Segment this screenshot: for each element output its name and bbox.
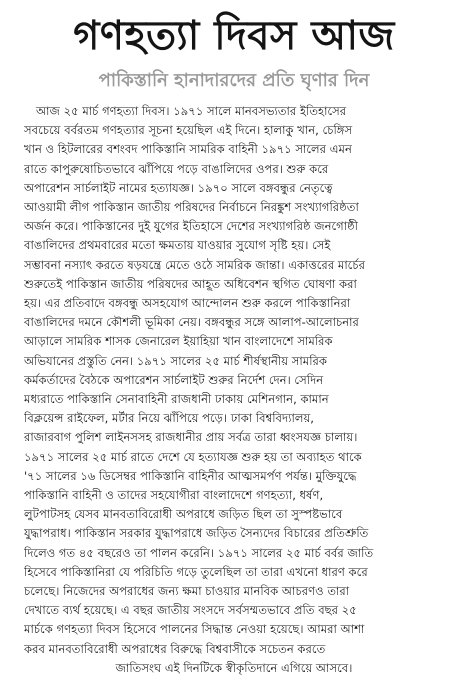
body-line: খান ও হিটলারের বশংবদ পাকিস্তানি সামরিক বাহিনী ১৯৭১ সালের এমন	[24, 142, 352, 157]
body-line: হিসেবে পাকিস্তানিরা যে পরিচিতি গড়ে তুলেছিল তা তারা এখনো ধারণ করে	[24, 564, 368, 579]
subheadline: পাকিস্তানি হানাদারদের প্রতি ঘৃণার দিন	[98, 70, 370, 91]
body-line: জাতিসংঘ এই দিনটিকে স্বীকৃতিদানে এগিয়ে আসবে।	[115, 660, 353, 675]
body-line: '৭১ সালের ১৬ ডিসেম্বর পাকিস্তানি বাহিনীর আত্মসমর্পণ পর্যন্ত। মুক্তিযুদ্ধে	[24, 468, 357, 483]
body-line: বাঙালিদের দমনে কৌশলী ভূমিকা নেয়। বঙ্গবন্ধুর সঙ্গে আলাপ-আলোচনার	[24, 315, 359, 330]
body-line: পাকিস্তানি বাহিনী ও তাদের সহযোগীরা বাংলাদেশে গণহত্যা, ধর্ষণ,	[24, 488, 324, 503]
body-line: রাতে কাপুরুষোচিতভাবে ঝাঁপিয়ে পড়ে বাঙালিদের ওপর। শুরু করে	[24, 161, 329, 176]
body-line: দেখাতে ব্যর্থ হয়েছে। এ বছর জাতীয় সংসদে সর্বসম্মতভাবে প্রতি বছর ২৫	[24, 603, 357, 618]
headline: গণহত্যা দিবস আজ	[73, 12, 395, 59]
body-line: অভিযানের প্রস্তুতি নেন। ১৯৭১ সালের ২৫ মার্চ শীর্ষস্থানীয় সামরিক	[24, 353, 328, 368]
body-line: শুরুতেই পাকিস্তান জাতীয় পরিষদের আহূত অধিবেশন স্থগিত ঘোষণা করা	[24, 276, 357, 291]
body-line: রাজারবাগ পুলিশ লাইনসসহ রাজধানীর প্রায় সর্বত্র তারা ধ্বংসযজ্ঞ চালায়।	[24, 430, 358, 445]
body-line: অর্জন করে। পাকিস্তানের দুই যুগের ইতিহাসে দেশের সংখ্যাগরিষ্ঠ জনগোষ্ঠী	[24, 219, 358, 234]
body-line: ১৯৭১ সালের ২৫ মার্চ রাতে দেশে যে হত্যাযজ্ঞ শুরু হয় তা অব্যাহত থাকে	[24, 449, 362, 464]
body-line: সবচেয়ে বর্বরতম গণহত্যার সূচনা হয়েছিল এই দিনে। হালাকু খান, চেঙ্গিস	[24, 123, 353, 138]
body-line: হয়। এর প্রতিবাদে বঙ্গবন্ধু অসহযোগ আন্দোলন শুরু করলে পাকিস্তানিরা	[24, 296, 351, 311]
body-line: বিক্লয়েন্স রাইফেল, মর্টার নিয়ে ঝাঁপিয়ে পড়ে। ঢাকা বিশ্ববিদ্যালয়,	[24, 411, 314, 426]
body-line: বাঙালিদের প্রথমবারের মতো ক্ষমতায় যাওয়ার সুযোগ সৃষ্টি হয়। সেই	[24, 238, 331, 253]
body-line: আওয়ামী লীগ পাকিস্তান জাতীয় পরিষদের নির্বাচনে নিরঙ্কুশ সংখ্যাগরিষ্ঠতা	[24, 200, 359, 215]
body-line: করব মানবতাবিরোধী অপরাধের বিরুদ্ধে বিশ্ববাসীকে সচেতন করতে	[24, 641, 326, 656]
body-line: লুটপাটসহ যেসব মানবতাবিরোধী অপরাধে জড়িত ছিল তা সুস্পষ্টভাবে	[24, 507, 343, 522]
body-line: মধ্যরাতে পাকিস্তানি সেনাবাহিনী রাজধানী ঢাকায় মেশিনগান, কামান	[24, 392, 329, 407]
body-line: কর্মকর্তাদের বৈঠকে অপারেশন সার্চলাইট শুরুর নির্দেশ দেন। সেদিন	[24, 372, 324, 387]
body-line: সম্ভাবনা নস্যাৎ করতে ষড়যন্ত্রে মেতে ওঠে সামরিক জান্তা। একাত্তরের মার্চের	[24, 257, 365, 272]
body-line: দিলেও গত ৪৫ বছরেও তা পালন করেনি। ১৯৭১ সালের ২৫ মার্চ বর্বর জাতি	[24, 545, 374, 560]
body-line: আড়ালে সামরিক শাসক জেনারেল ইয়াহিয়া খান বাংলাদেশে সামরিক	[24, 334, 333, 349]
article-body	[24, 102, 444, 678]
body-line: অপারেশন সার্চলাইট নামের হত্যাযজ্ঞ। ১৯৭০ সালে বঙ্গবন্ধুর নেতৃত্বে	[24, 180, 333, 195]
body-line: মার্চকে গণহত্যা দিবস হিসেবে পালনের সিদ্ধান্ত নেওয়া হয়েছে। আমরা আশা	[24, 622, 365, 637]
body-line: আজ ২৫ মার্চ গণহত্যা দিবস। ১৯৭১ সালে মানবসভ্যতার ইতিহাসের	[36, 104, 347, 118]
body-line: যুদ্ধাপরাধ। পাকিস্তান সরকার যুদ্ধাপরাধে জড়িত সৈন্যদের বিচারের প্রতিশ্রুতি	[24, 526, 369, 541]
body-line: চলেছে। নিজেদের অপরাধের জন্য ক্ষমা চাওয়ার মানবিক আচরণও তারা	[24, 584, 350, 599]
